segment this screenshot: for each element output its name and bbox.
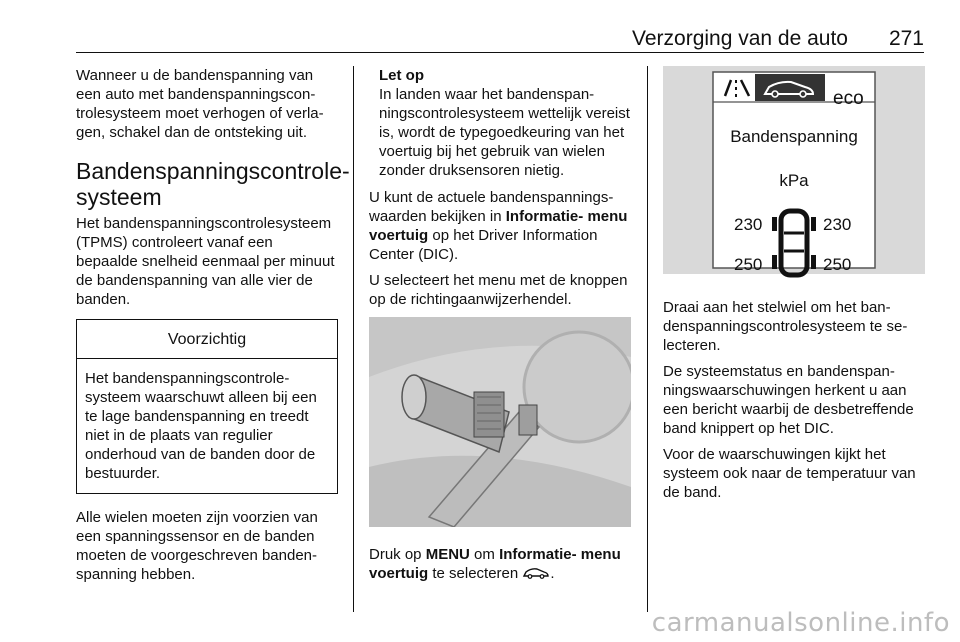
select-tpms-paragraph: Draai aan het stelwiel om het bandenspanningscontrolesysteem te selecteren. [663,299,908,354]
sensor-paragraph: Alle wielen moeten zijn voorzien van een spanningssensor en de banden moeten de voorgeschreven bandenspanning hebben. [76,509,318,583]
text-run: U kunt de actuele bandenspanningswaarden bekijken in [369,189,614,225]
header-title: Verzorging van de auto [632,27,848,50]
caution-box [76,319,338,494]
text-run: te selecteren [428,565,523,582]
car-icon [522,565,550,584]
intro-paragraph: Wanneer u de bandenspanning van een auto met bandenspanningscontrolesysteem moet verhogen of verlagen, schakel dan de ontsteking uit. [76,67,324,141]
menu-button-name: MENU [425,546,470,563]
caution-text: Het bandenspanningscontrolesysteem waarschuwt alleen bij een te lage bandenspanning en treedt niet in de plaats van regulier onderhoud van de banden door de bestuurder. [85,370,317,482]
eco-label: eco [833,88,864,109]
lever-drawing [369,317,631,527]
turn-signal-lever-illustration [369,317,631,527]
watermark: carmanualsonline.info [651,608,950,638]
dic-text-layer [663,83,925,279]
pressure-rear-right: 250 [823,255,852,274]
caution-title: Voorzichtig [77,320,337,359]
menu-name: Informatie- menu voertuig [369,208,628,244]
column-divider [647,66,648,612]
page-number: 271 [888,27,924,50]
note-title: Let op [379,67,424,84]
dic-display-illustration [663,66,925,274]
text-run: Druk op [369,546,426,563]
note-block [369,66,633,180]
buttons-paragraph: U selecteert het menu met de knoppen op de richtingaanwijzerhendel. [369,272,628,308]
column-1 [76,66,350,591]
header-rule [76,52,924,53]
column-divider [353,66,354,612]
dic-title: Bandenspanning [730,127,858,146]
dic-paragraph [369,188,633,264]
pressure-rear-left: 250 [734,255,763,274]
column-3 [663,66,925,509]
tire-layout-icon [663,83,925,279]
section-heading: Bandenspanningscontrolesysteem [76,158,350,210]
temperature-paragraph: Voor de waarschuwingen kijkt het systeem ook naar de temperatuur van de band. [663,446,916,501]
warnings-paragraph: De systeemstatus en bandenspanningswaarschuwingen herkent u aan een bericht waarbij de desbetreffende band knippert op het DIC. [663,363,914,437]
menu-name: Informatie- menu voertuig [369,546,621,582]
dic-unit: kPa [779,171,809,190]
note-text: In landen waar het bandenspanningscontrolesysteem wettelijk vereist is, wordt de typegoedkeuring van het voertuig bij het gebruik van wielen zonder druksensoren nietig. [379,86,630,179]
column-2 [369,66,633,591]
pressure-front-right: 230 [823,215,852,234]
pressure-front-left: 230 [734,215,763,234]
text-run: op het Driver Information Center (DIC). [369,227,598,263]
tpms-paragraph: Het bandenspanningscontrolesysteem (TPMS) controleert vanaf een bepaalde snelheid eenmaal per minuut de bandenspanning van alle vier de banden. [76,215,335,308]
text-run: om [469,546,500,563]
menu-instruction-paragraph: Druk op MENU om Informatie- menu voertuig te selecteren . [369,546,621,582]
